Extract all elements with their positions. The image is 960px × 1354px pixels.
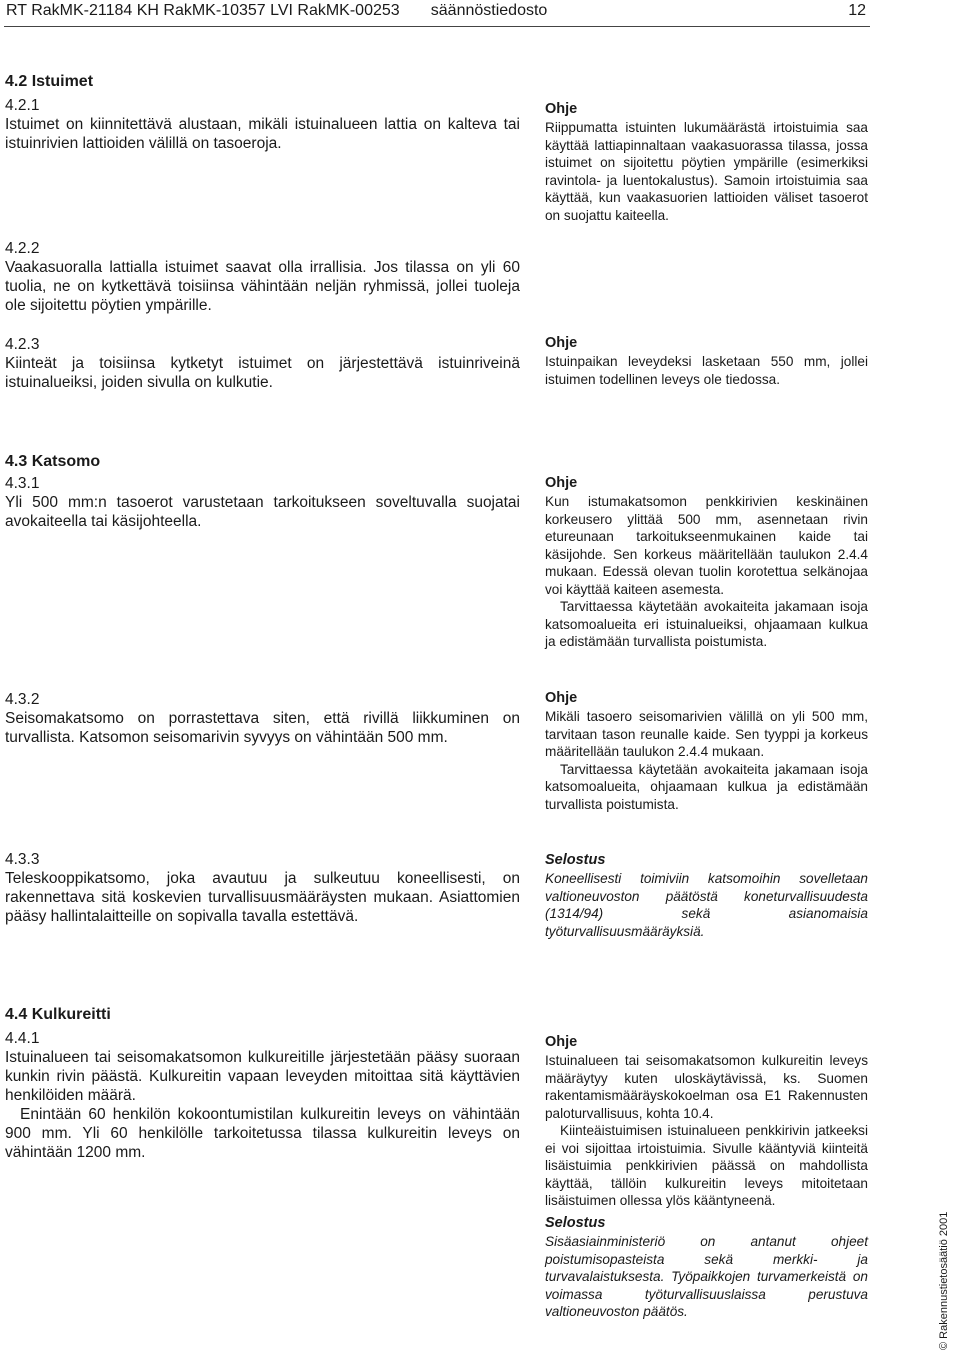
document-title: RT RakMK-21184 KH RakMK-10357 LVI RakMK-00253 säännöstiedosto [6,2,548,19]
note-text: Riippumatta istuinten lukumäärästä irtoistuimia saa käyttää lattiapinnaltaan vaakasuorassa tilassa, jossa istuimet on sijoitettu pöytien ympärille (esimerkiksi ravintola- ja luentokalustus). Samoin irtoistuimia saa käyttää, kun vaakasuorien lattioiden väliset tasoerot on suojattu kaiteella. [545,120,868,223]
clause-number: 4.2.3 [5,336,40,353]
note-label: Ohje [545,690,578,706]
note-label: Ohje [545,1034,578,1050]
page-number: 12 [848,2,866,19]
note-label: Ohje [545,335,578,351]
clause-4-3-3 [5,850,520,926]
note-label: Selostus [545,852,606,868]
note-text: Sisäasiainministeriö on antanut ohjeet poistumisopasteista sekä merkki- ja turvavalaistuksesta. Työpaikkojen turvamerkeistä on voimassa työturvallisuuslaissa perustuva valtioneuvoston päätös. [545,1234,868,1319]
note-label: Ohje [545,475,578,491]
note-text: Mikäli tasoero seisomarivien välillä on yli 500 mm, tarvitaan tason reunalle kaide. Sen tyyppi ja korkeus määritellään taulukon 2.4.4 mukaan. [545,709,868,759]
note-label: Ohje [545,101,578,117]
note-text: Istuinalueen tai seisomakatsomon kulkureitin leveys määräytyy kuten uloskäytävissä, ks. Suomen rakentamismääräyskokoelman osa E1 Rakennusten paloturvallisuus, kohta 10.4. [545,1053,868,1121]
page-header [4,0,870,27]
clause-number: 4.3.1 [5,475,40,492]
section-heading: 4.2 Istuimet [5,73,94,90]
clause-text: Yli 500 mm:n tasoerot varustetaan tarkoitukseen soveltuvalla suojatai avokaiteella tai käsijohteella. [5,494,520,530]
clause-text: Teleskooppikatsomo, joka avautuu ja sulkeutuu koneellisesti, on rakennettava sitä koskevien turvallisuusmääräysten mukaan. Asiattomien pääsy hallintalaitteille on sopivalla tavalla estettävä. [5,870,520,925]
clause-4-2-2 [5,239,520,315]
explanation-note [545,1214,868,1321]
note-text: Tarvittaessa käytetään avokaiteita jakamaan isoja katsomoalueita eri istuinalueiksi, ohjaamaan kulkua ja edistämään turvallista poistumista. [545,599,868,649]
clause-4-2-3 [5,335,520,392]
section-4-3 [5,452,520,531]
note-text: Istuinpaikan leveydeksi lasketaan 550 mm, jollei istuimen todellinen leveys ole tiedossa. [545,354,868,387]
explanation-note [545,851,868,940]
note-text: Koneellisesti toimiviin katsomoihin sovelletaan valtioneuvoston päätöstä koneturvallisuudesta (1314/94) sekä asianomaisia työturvallisuusmääräyksiä. [545,871,868,939]
section-4-4 [5,1005,520,1162]
note-text: Tarvittaessa käytetään avokaiteita jakamaan isoja katsomoalueita, ohjaamaan kulkua ja edistämään turvallista poistumista. [545,761,868,812]
clause-4-3-2 [5,690,520,747]
clause-number: 4.2.1 [5,97,40,114]
clause-text: Seisomakatsomo on porrastettava siten, että rivillä liikkuminen on turvallista. Katsomon seisomarivin syvyys on vähintään 500 mm. [5,710,520,746]
section-heading: 4.4 Kulkureitti [5,1006,111,1023]
copyright-notice: © Rakennustietosäätiö 2001 [938,1211,950,1350]
note-text: Kiinteäistuimisen istuinalueen penkkirivin jatkeeksi ei voi sijoittaa irtoistuimia. Sivulle kääntyviä kiinteitä lisäistuimia penkkirivien päässä on mahdollista käyttää, tällöin kulkureitin leveys mitoitetaan lisäistuimen ollessa ylös kääntyneenä. [545,1123,868,1208]
clause-text: Vaakasuoralla lattialla istuimet saavat olla irrallisia. Jos tilassa on yli 60 tuolia, ne on kytkettävä toisiinsa vähintään neljän ryhmissä, jollei tuoleja ole sijoitettu pöytien ympärille. [5,259,520,314]
clause-number: 4.3.2 [5,691,40,708]
guidance-note [545,100,868,224]
note-label: Selostus [545,1215,606,1231]
clause-text: Istuimet on kiinnitettävä alustaan, mikäli istuinalueen lattia on kalteva tai istuinrivien lattioiden välillä on tasoeroja. [5,116,520,152]
guidance-note [545,334,868,388]
clause-number: 4.3.3 [5,851,40,868]
guidance-note [545,689,868,813]
guidance-note [545,1033,868,1210]
clause-text: Istuinalueen tai seisomakatsomon kulkureitille järjestetään pääsy suoraan kunkin rivin päästä. Kulkureitin vapaan leveyden mitoittaa sitä käyttävien henkilöiden määrä. [5,1049,520,1104]
section-heading: 4.3 Katsomo [5,453,101,470]
clause-number: 4.2.2 [5,240,40,257]
guidance-note [545,474,868,651]
clause-text: Kiinteät ja toisiinsa kytketyt istuimet on järjestettävä istuinriveinä istuinalueiksi, joiden sivulla on kulkutie. [5,355,520,391]
section-4-2 [5,72,520,153]
clause-number: 4.4.1 [5,1030,40,1047]
clause-text: Enintään 60 henkilön kokoontumistilan kulkureitin leveys on vähintään 900 mm. Yli 60 henkilölle tarkoitetussa tilassa kulkureitin leveys on vähintään 1200 mm. [5,1106,520,1161]
note-text: Kun istumakatsomon penkkirivien keskinäinen korkeusero ylittää 500 mm, asennetaan rivin etureunaan tarkoitukseenmukainen kaide tai käsijohde. Sen korkeus määritellään taulukon 2.4.4 mukaan. Edessä olevan tuolin korotettua selkänojaa voi käyttää kaiteen asemesta. [545,494,868,597]
